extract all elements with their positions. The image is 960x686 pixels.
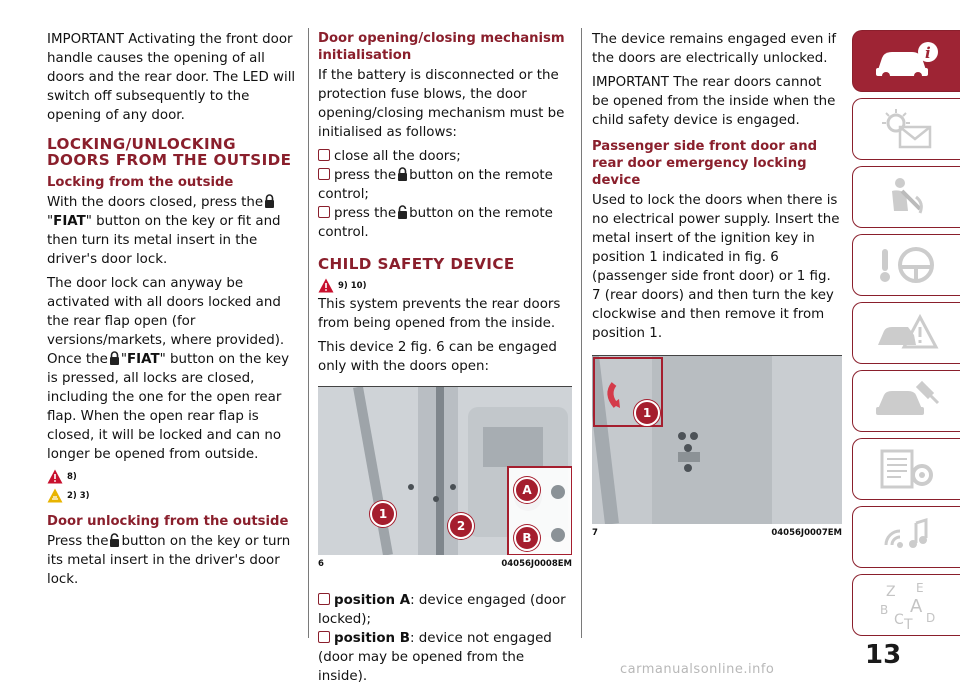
column-1	[47, 30, 300, 594]
bullet-icon	[318, 631, 330, 643]
safety-icon	[872, 175, 942, 219]
list-item: press the button on the remote control.	[318, 206, 553, 240]
lock-icon	[109, 351, 120, 365]
svg-text:i: i	[924, 44, 931, 62]
index-letter: C	[893, 612, 904, 628]
callout-2: 2	[448, 513, 474, 539]
unlock-icon	[109, 533, 120, 547]
paragraph: Press the button on the key or turn its metal insert in the driver's door lock.	[47, 534, 291, 587]
column-2	[318, 30, 572, 686]
bullet-icon	[318, 149, 330, 161]
tab-emergency[interactable]	[852, 302, 960, 364]
tab-starting-driving[interactable]	[852, 234, 960, 296]
callout-1: 1	[370, 501, 396, 527]
tab-safety[interactable]	[852, 166, 960, 228]
lock-icon	[397, 167, 408, 181]
warning-reference: 8)	[47, 469, 300, 484]
bullet-icon	[318, 593, 330, 605]
important-note: IMPORTANT The rear doors cannot be opened from the inside when the child safety device is engaged.	[592, 75, 836, 128]
figure-7-image	[592, 355, 842, 524]
list-item: position A: device engaged (door locked);	[318, 593, 566, 627]
figure-caption: 6 04056J0008EM	[318, 559, 572, 569]
paragraph: Used to lock the doors when there is no electrical power supply. Insert the metal insert of the ignition key in position 1 indicated in fig. 6 (passenger side front door) or 1 fig. 7 (rear doors) and then turn the key clockwise and then remove it from position 1.	[592, 193, 840, 341]
multimedia-icon	[872, 515, 942, 559]
caution-reference: 2) 3)	[47, 488, 300, 503]
danger-triangle-icon	[47, 469, 63, 484]
subheading: Passenger side front door and rear door emergency locking device	[592, 139, 818, 188]
section-heading: CHILD SAFETY DEVICE	[318, 255, 515, 273]
tab-service[interactable]	[852, 370, 960, 432]
figure-6-image	[318, 386, 572, 555]
paragraph: The door lock can anyway be activated with all doors locked and the rear flap open (for versions/markets, where provided). Once the "FIAT" button on the key is pressed, all locks are closed, including the one for the open rear flap. When the open rear flap is closed, it will be locked and can no longer be opened from outside.	[47, 276, 290, 462]
tab-multimedia[interactable]	[852, 506, 960, 568]
lock-icon	[264, 194, 275, 208]
important-note: IMPORTANT Activating the front door handle causes the opening of all doors and the rear door. The LED will switch off subsequently to the opening of any door.	[47, 32, 296, 123]
bullet-icon	[318, 168, 330, 180]
callout-b: B	[514, 525, 540, 551]
warning-lights-icon	[872, 107, 942, 151]
tab-index[interactable]	[852, 574, 960, 636]
bullet-icon	[318, 206, 330, 218]
unlock-icon	[397, 205, 408, 219]
danger-triangle-icon	[318, 278, 334, 293]
column-divider	[581, 28, 582, 638]
page-number: 13	[865, 640, 902, 670]
list-item: position B: device not engaged (door may be opened from the inside).	[318, 631, 552, 684]
figure-caption: 7 04056J0007EM	[592, 528, 842, 538]
index-letter: Z	[885, 584, 896, 600]
subheading: Door unlocking from the outside	[47, 514, 289, 529]
section-heading: LOCKING/UNLOCKING DOORS FROM THE OUTSIDE	[47, 135, 292, 169]
paragraph: With the doors closed, press the"FIAT" button on the key or fit and then turn its metal insert in the driver's door lock.	[47, 195, 281, 267]
index-letter: E	[915, 581, 924, 595]
callout-1: 1	[634, 400, 660, 426]
watermark: carmanualsonline.info	[620, 662, 775, 677]
list-item: close all the doors;	[318, 147, 572, 166]
index-letter: D	[925, 611, 935, 625]
paragraph: This device 2 fig. 6 can be engaged only with the doors open:	[318, 340, 557, 374]
warning-reference: 9) 10)	[318, 278, 572, 293]
column-divider	[308, 28, 309, 638]
tab-car-info[interactable]	[852, 30, 960, 92]
index-icon	[872, 580, 942, 630]
tab-warning-lights[interactable]	[852, 98, 960, 160]
subheading: Door opening/closing mechanism initialisation	[318, 31, 565, 63]
index-letter: T	[903, 617, 913, 630]
starting-driving-icon	[872, 243, 942, 287]
index-letter: A	[909, 596, 922, 617]
car-info-icon	[872, 40, 942, 82]
tab-technical-data[interactable]	[852, 438, 960, 500]
technical-data-icon	[872, 447, 942, 491]
paragraph: If the battery is disconnected or the protection fuse blows, the door opening/closing mechanism must be initialised as follows:	[318, 68, 565, 140]
subheading: Locking from the outside	[47, 175, 234, 190]
paragraph: The device remains engaged even if the doors are electrically unlocked.	[592, 32, 837, 66]
chapter-tabs	[852, 30, 960, 642]
list-item: press the button on the remote control;	[318, 168, 553, 202]
emergency-icon	[872, 311, 942, 355]
callout-a: A	[514, 477, 540, 503]
column-3	[592, 30, 842, 538]
service-icon	[872, 379, 942, 423]
rear-door-lock-illustration	[592, 356, 842, 524]
paragraph: This system prevents the rear doors from being opened from the inside.	[318, 297, 561, 331]
index-letter: B	[879, 603, 888, 617]
caution-triangle-icon	[47, 488, 63, 503]
